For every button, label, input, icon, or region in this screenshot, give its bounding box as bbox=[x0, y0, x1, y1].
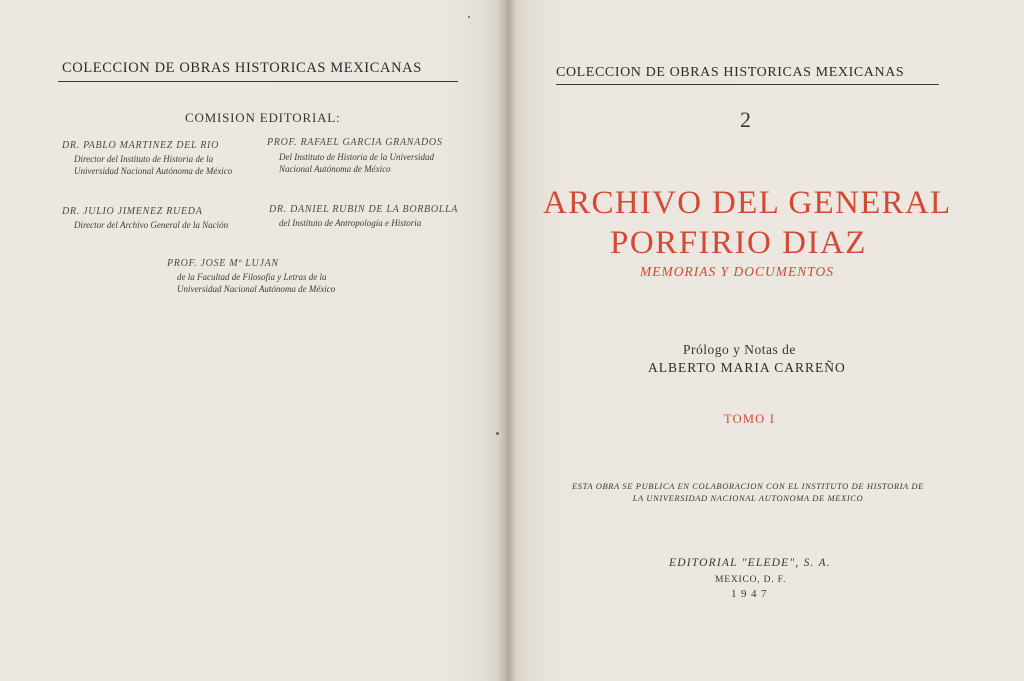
member-description: Del Instituto de Historia de la Universidad Nacional Autónoma de México bbox=[279, 152, 434, 174]
tomo-label: TOMO I bbox=[724, 412, 776, 426]
left-page bbox=[0, 0, 507, 681]
comision-heading: COMISION EDITORIAL: bbox=[185, 110, 341, 125]
member-name: DR. PABLO MARTINEZ DEL RIO bbox=[62, 140, 219, 151]
member-description: Director del Instituto de Historia de la Universidad Nacional Autónoma de México bbox=[74, 154, 233, 176]
publication-year: 1947 bbox=[731, 588, 771, 600]
member-name: DR. DANIEL RUBIN DE LA BORBOLLA bbox=[269, 204, 459, 215]
prologue-label: Prólogo y Notas de bbox=[683, 342, 796, 357]
series-title-right: COLECCION DE OBRAS HISTORICAS MEXICANAS bbox=[556, 65, 905, 80]
member-jimenez-rueda bbox=[62, 206, 258, 231]
member-description: del Instituto de Antropología e Historia bbox=[279, 218, 422, 228]
publisher-city: MEXICO, D. F. bbox=[715, 575, 787, 585]
collaboration-note: ESTA OBRA SE PUBLICA EN COLABORACION CON EL INSTITUTO DE HISTORIA DE LA UNIVERSIDAD NACIONAL AUTONOMA DE MEXICO bbox=[572, 481, 924, 503]
volume-number: 2 bbox=[740, 107, 751, 132]
publisher-name: EDITORIAL "ELEDE", S. A. bbox=[669, 557, 831, 569]
book-subtitle: MEMORIAS Y DOCUMENTOS bbox=[640, 264, 834, 279]
paper-speck bbox=[468, 16, 470, 18]
author-name: ALBERTO MARIA CARREÑO bbox=[648, 360, 846, 375]
member-lujan bbox=[167, 258, 363, 295]
book-gutter bbox=[498, 0, 516, 681]
member-martinez-del-rio bbox=[62, 140, 258, 177]
member-description: de la Facultad de Filosofía y Letras de la Universidad Nacional Autónoma de México bbox=[177, 272, 336, 294]
series-rule-right bbox=[556, 84, 939, 85]
member-name: PROF. JOSE Mº LUJAN bbox=[167, 258, 279, 269]
member-garcia-granados bbox=[267, 137, 459, 175]
member-rubin-de-la-borbolla bbox=[269, 203, 461, 229]
member-name: PROF. RAFAEL GARCIA GRANADOS bbox=[267, 137, 443, 148]
book-title-line1: ARCHIVO DEL GENERAL bbox=[543, 185, 952, 221]
book-title-line2: PORFIRIO DIAZ bbox=[610, 225, 867, 261]
series-rule-left bbox=[58, 81, 458, 82]
member-name: DR. JULIO JIMENEZ RUEDA bbox=[62, 206, 203, 217]
member-description: Director del Archivo General de la Nación bbox=[74, 220, 229, 230]
series-title-left: COLECCION DE OBRAS HISTORICAS MEXICANAS bbox=[62, 60, 422, 76]
